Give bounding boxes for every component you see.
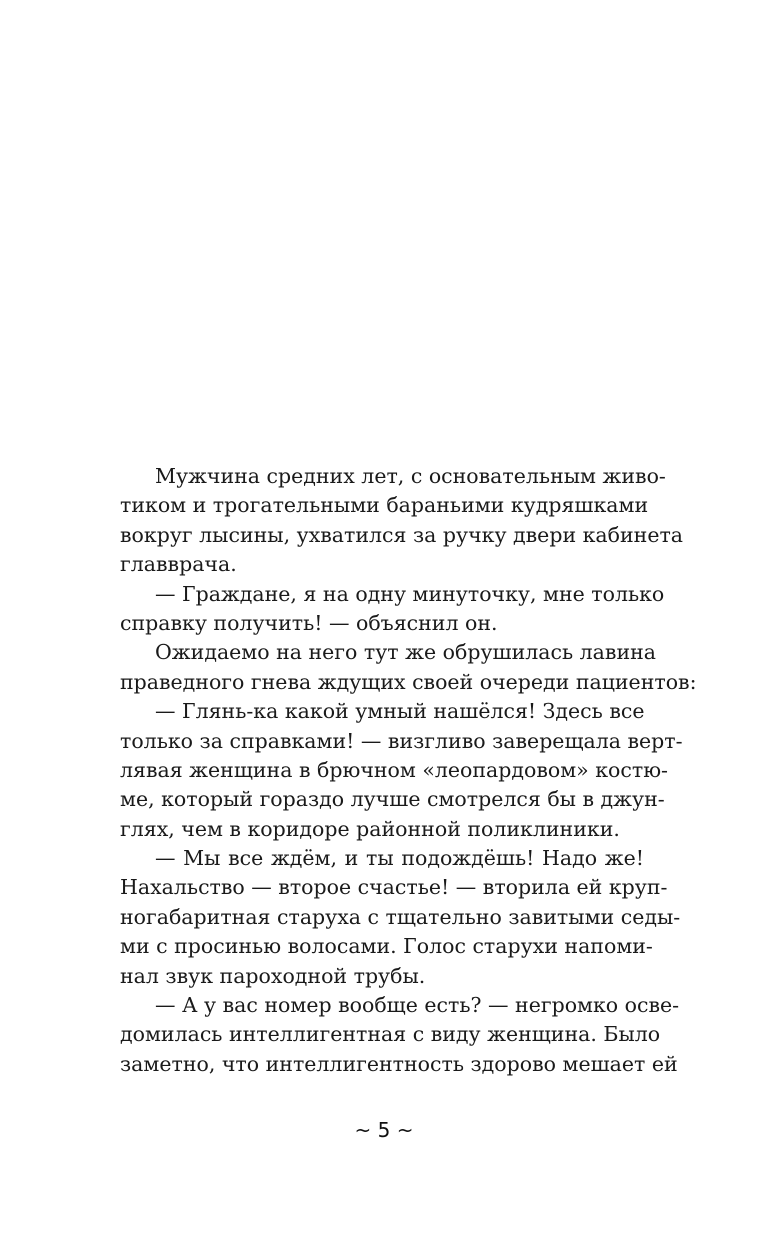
text-line: — Граждане, я на одну минуточку, мне только [155, 581, 665, 606]
text-line: праведного гнева ждущих своей очереди пациентов: [120, 669, 697, 694]
text-line: заметно, что интеллигентность здорово мешает ей [120, 1051, 678, 1076]
text-line: лявая женщина в брючном «леопардовом» костю- [120, 757, 668, 782]
text-line: глях, чем в коридоре районной поликлиники. [120, 816, 620, 841]
text-line: ми с просинью волосами. Голос старухи напоми- [120, 934, 653, 959]
body-text [120, 462, 697, 1079]
text-line: только за справками! — визгливо заверещала верт- [120, 728, 683, 753]
text-line: Нахальство — второе счастье! — вторила ей круп- [120, 875, 668, 900]
text-line: главврача. [120, 552, 237, 577]
text-line: нал звук пароходной трубы. [120, 963, 426, 988]
text-line: вокруг лысины, ухватился за ручку двери кабинета [120, 522, 684, 547]
page-number: ~ 5 ~ [354, 1118, 414, 1142]
text-line: Ожидаемо на него тут же обрушилась лавина [155, 640, 656, 665]
text-line: Мужчина средних лет, с основательным живо- [155, 464, 666, 488]
text-line: ногабаритная старуха с тщательно завитыми седы- [120, 904, 681, 929]
text-line: ме, который гораздо лучше смотрелся бы в джун- [120, 787, 665, 812]
text-line: тиком и трогательными бараньими кудряшками [120, 493, 649, 518]
text-line: — Мы все ждём, и ты подождёшь! Надо же! [155, 846, 644, 871]
text-line: — А у вас номер вообще есть? — негромко осве- [155, 993, 680, 1018]
text-line: — Глянь-ка какой умный нашёлся! Здесь все [155, 699, 645, 724]
text-line: домилась интеллигентная с виду женщина. Было [120, 1022, 661, 1047]
text-line: справку получить! — объяснил он. [120, 610, 498, 635]
